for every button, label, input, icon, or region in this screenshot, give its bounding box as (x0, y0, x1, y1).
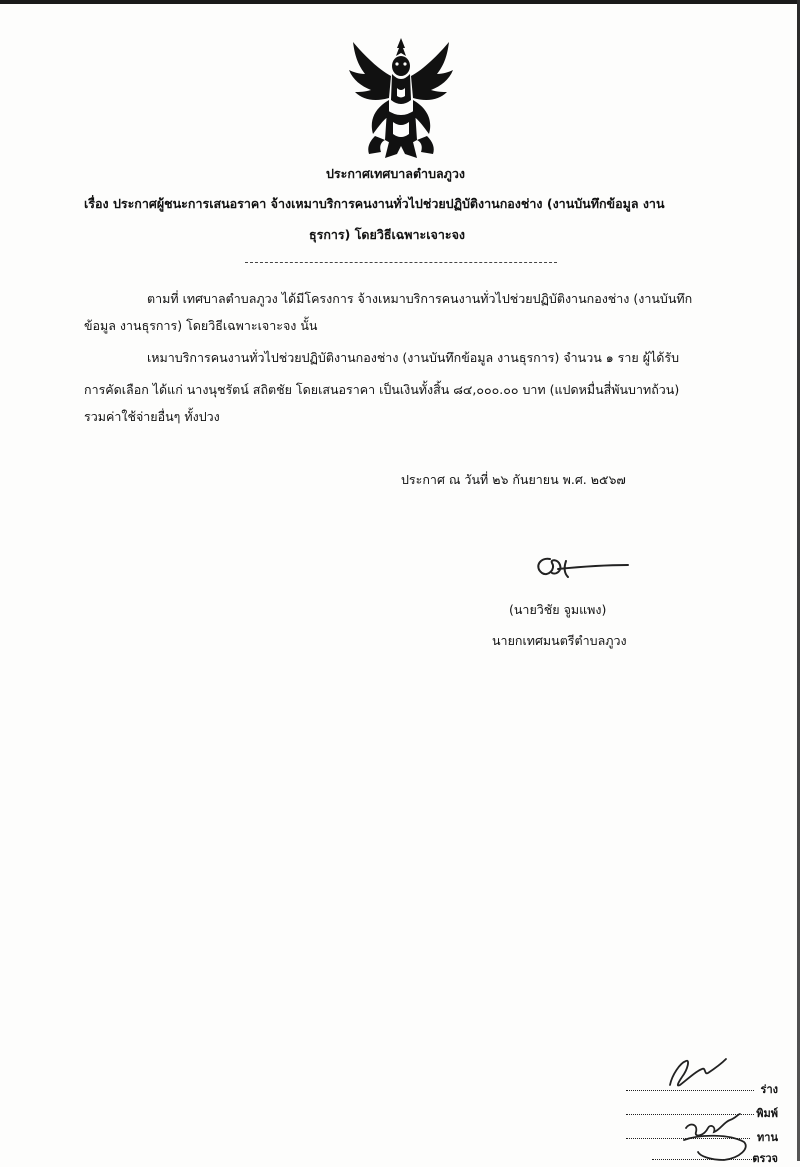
paragraph-1-line-2: ข้อมูล งานธุรการ) โดยวิธีเฉพาะเจาะจง นั้น (84, 318, 318, 333)
announcement-date: ประกาศ ณ วันที่ ๒๖ กันยายน พ.ศ. ๒๕๖๗ (401, 472, 626, 487)
signer-position: นายกเทศมนตรีตำบลภูวง (492, 633, 627, 648)
document-title: ประกาศเทศบาลตำบลภูวง (326, 166, 466, 181)
paragraph-2-line-3: รวมค่าใช้จ่ายอื่นๆ ทั้งปวง (84, 409, 220, 424)
subject-line-1: เรื่อง ประกาศผู้ชนะการเสนอราคา จ้างเหมาบริการคนงานทั่วไปช่วยปฏิบัติงานกองช่าง (งานบันทึกข้อมูล งาน (84, 196, 665, 211)
paragraph-2-line-1: เหมาบริการคนงานทั่วไปช่วยปฏิบัติงานกองช่าง (งานบันทึกข้อมูล งานธุรการ) จำนวน ๑ ราย ผู้ได้รับ (147, 350, 680, 365)
routing-dots-1 (626, 1090, 754, 1091)
signer-name: (นายวิชัย จูมแพง) (509, 602, 607, 617)
mayor-signature (528, 553, 632, 583)
subject-line-2: ธุรการ) โดยวิธีเฉพาะเจาะจง (309, 227, 466, 242)
routing-label-draft: ร่าง (760, 1083, 778, 1096)
title-divider (245, 262, 557, 263)
routing-label-check: ตรวจ (752, 1152, 778, 1165)
scan-top-edge (0, 0, 800, 4)
routing-label-print: พิมพ์ (756, 1107, 778, 1120)
initial-signature-2 (680, 1112, 750, 1161)
paragraph-2-line-2: การคัดเลือก ได้แก่ นางนุชรัตน์ สถิตชัย โดยเสนอราคา เป็นเงินทั้งสิ้น ๘๔,๐๐๐.๐๐ บาท (แปดหมื่นสี่พันบาทถ้วน) (84, 382, 680, 397)
paragraph-1-line-1: ตามที่ เทศบาลตำบลภูวง ได้มีโครงการ จ้างเหมาบริการคนงานทั่วไปช่วยปฏิบัติงานกองช่าง (งานบันทึก (147, 291, 693, 306)
routing-dots-4 (652, 1159, 756, 1160)
routing-dots-3 (626, 1138, 750, 1139)
routing-dots-2 (626, 1114, 754, 1115)
garuda-emblem-icon (345, 36, 457, 160)
routing-label-review: ทาน (757, 1131, 778, 1144)
initial-signature-1 (662, 1055, 728, 1091)
